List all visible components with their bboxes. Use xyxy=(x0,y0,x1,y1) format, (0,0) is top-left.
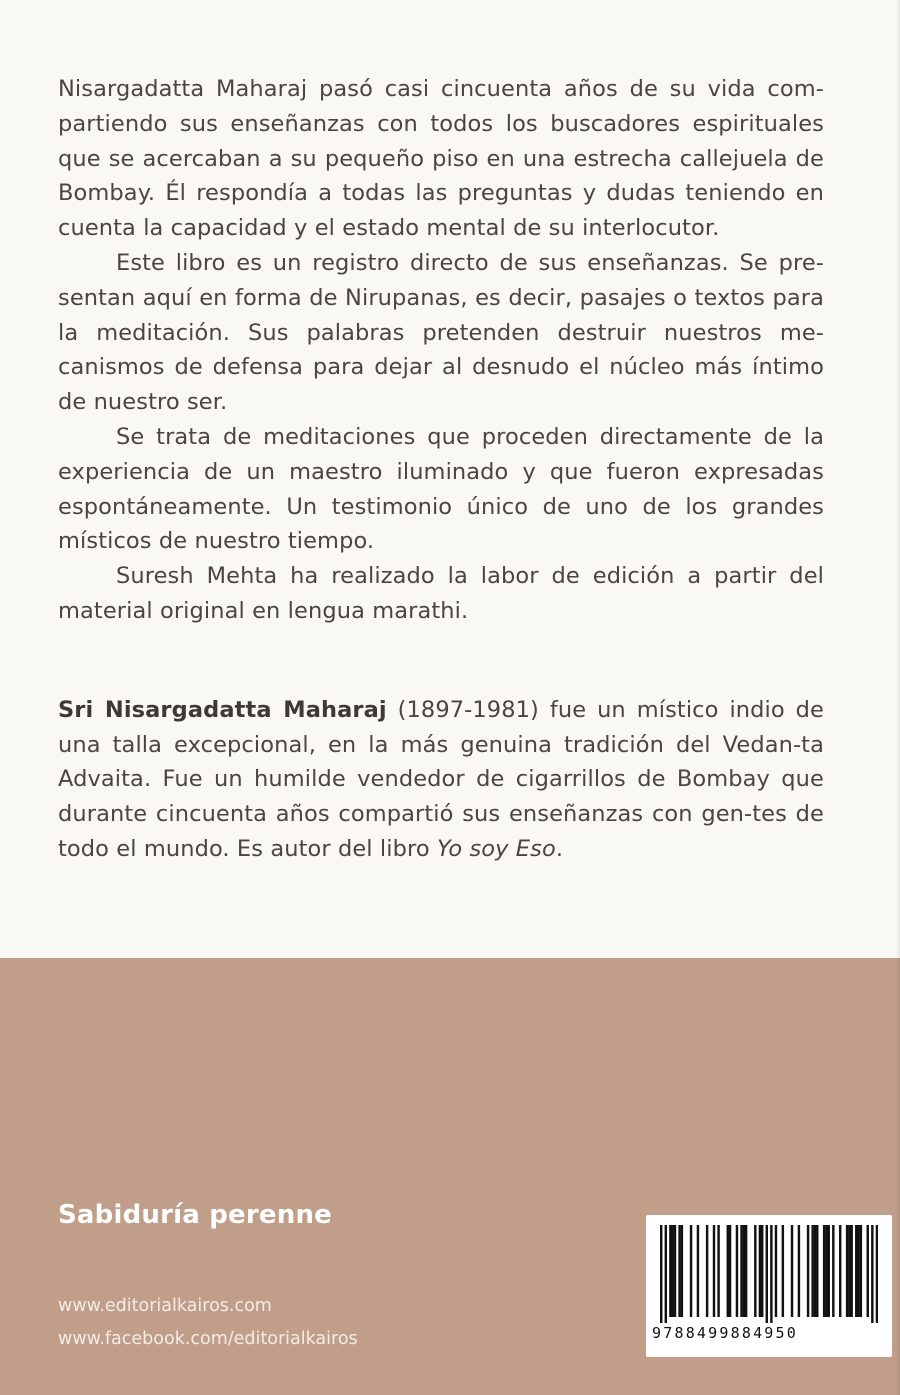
barcode-bar xyxy=(846,1225,848,1317)
barcode-bar xyxy=(798,1225,800,1317)
barcode-bar xyxy=(791,1225,793,1317)
barcode-bar xyxy=(736,1225,738,1317)
barcode-bar xyxy=(857,1225,859,1317)
barcode-bar xyxy=(782,1225,784,1317)
barcode-bar xyxy=(770,1225,772,1323)
blurb-paragraph-3: Se trata de meditaciones que proceden directamente de la experiencia de un maestro iluminado y que fueron expresadas espontáneamente. Un testimonio único de uno de los grandes místicos de nuestro tiempo. xyxy=(58,423,824,555)
barcode-bar xyxy=(816,1225,818,1317)
barcode-bar xyxy=(727,1225,729,1317)
barcode-bar xyxy=(876,1225,878,1323)
barcode-bar xyxy=(807,1225,809,1317)
barcode-bar xyxy=(832,1225,834,1317)
barcode-bar xyxy=(761,1225,763,1317)
book-title-reference: Yo soy Eso xyxy=(436,835,556,862)
blurb-paragraph-2: Este libro es un registro directo de sus enseñanzas. Se pre-sentan aquí en forma de Nirupanas, es decir, pasajes o textos para la meditación. Sus palabras pretenden destruir nuestros me-canismos de defensa para dejar al desnudo el núcleo más íntimo de nuestro ser. xyxy=(58,249,824,416)
barcode-bar xyxy=(766,1225,768,1323)
barcode-bar xyxy=(828,1225,830,1317)
barcode-bar xyxy=(740,1225,742,1317)
author-name: Sri Nisargadatta Maharaj xyxy=(58,696,387,723)
barcode-bar xyxy=(671,1225,673,1317)
barcode-bar xyxy=(660,1225,662,1323)
barcode-bar xyxy=(743,1225,745,1317)
barcode-bar xyxy=(850,1225,852,1317)
website-link[interactable]: www.editorialkairos.com xyxy=(58,1296,272,1316)
isbn-barcode xyxy=(646,1215,892,1357)
barcode-bar xyxy=(759,1225,761,1317)
barcode-bar xyxy=(825,1225,827,1317)
barcode-bar xyxy=(871,1225,873,1323)
barcode-bar xyxy=(690,1225,692,1317)
barcode-bar xyxy=(665,1225,667,1323)
barcode-bar xyxy=(754,1225,756,1317)
barcode-bar xyxy=(669,1225,671,1317)
blurb-paragraph-1: Nisargadatta Maharaj pasó casi cincuenta años de su vida com-partiendo sus enseñanzas con todos los buscadores espirituales que se acercaban a su pequeño piso en una estrecha callejuela de Bombay. Él respondía a todas las preguntas y dudas teniendo en cuenta la capacidad y el estado mental de su interlocutor. xyxy=(58,76,824,242)
author-bio-end: . xyxy=(555,835,564,862)
barcode-bar xyxy=(867,1225,869,1317)
barcode-bar xyxy=(839,1225,841,1317)
barcode-bars xyxy=(660,1225,878,1323)
facebook-link[interactable]: www.facebook.com/editorialkairos xyxy=(58,1329,358,1349)
barcode-bar xyxy=(729,1225,731,1317)
bottom-color-band xyxy=(0,958,900,1395)
barcode-bar xyxy=(745,1225,747,1317)
collection-name: Sabiduría perenne xyxy=(58,1200,333,1230)
barcode-bar xyxy=(678,1225,680,1317)
blurb-text xyxy=(58,72,824,867)
author-bio-text: (1897-1981) fue un místico indio de una talla excepcional, en la más genuina tradición del Vedan-ta Advaita. Fue un humilde vendedor de cigarrillos de Bombay que durante cincuenta años compartió sus enseñanzas con gen-tes de todo el mundo. Es autor del libro xyxy=(58,696,824,862)
barcode-bar xyxy=(823,1225,825,1317)
blurb-paragraph-4: Suresh Mehta ha realizado la labor de edición a partir del material original en lengua marathi. xyxy=(58,563,824,624)
isbn-number: 9788499884950 xyxy=(652,1324,798,1342)
barcode-bar xyxy=(814,1225,816,1317)
barcode-bar xyxy=(681,1225,683,1317)
author-bio xyxy=(58,693,824,867)
barcode-bar xyxy=(697,1225,699,1317)
barcode-bar xyxy=(717,1225,719,1317)
barcode-bar xyxy=(706,1225,708,1317)
barcode-bar xyxy=(674,1225,676,1317)
barcode-bar xyxy=(775,1225,777,1317)
barcode-bar xyxy=(855,1225,857,1317)
barcode-bar xyxy=(860,1225,862,1317)
barcode-bar xyxy=(848,1225,850,1317)
barcode-bar xyxy=(713,1225,715,1317)
barcode-bar xyxy=(811,1225,813,1317)
page-edge-shadow xyxy=(896,0,900,1395)
